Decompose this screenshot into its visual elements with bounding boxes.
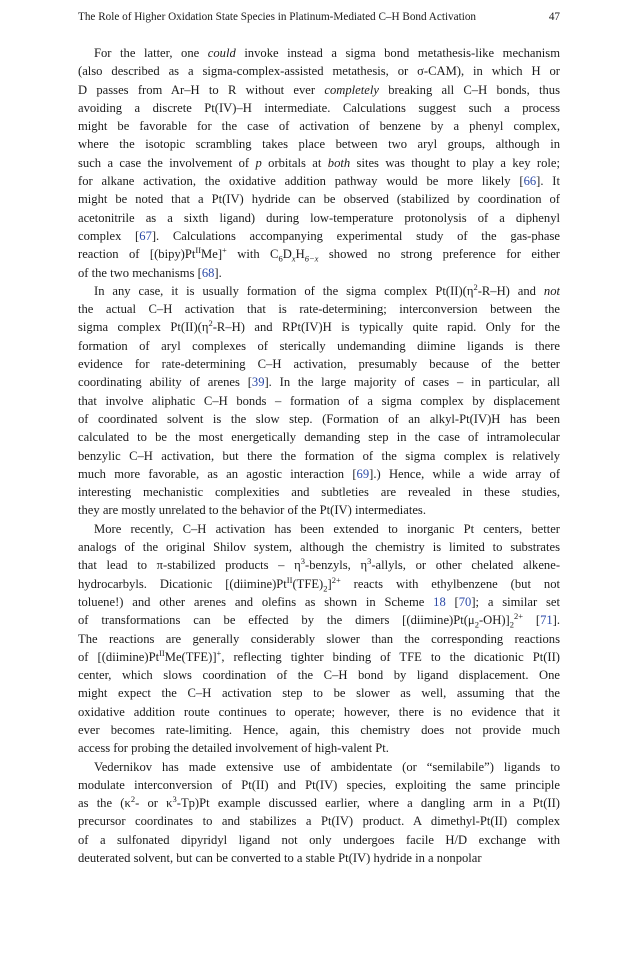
text-run: -Tp)Pt example discussed earlier, where a dangling arm in a Pt(II)	[176, 796, 560, 811]
text-line	[78, 556, 560, 574]
text-run: ]. In the large majority of cases – in particular, all	[264, 375, 560, 390]
superscript: 3	[367, 556, 372, 567]
text-line	[78, 190, 560, 208]
text-line	[78, 465, 560, 483]
text-run: might expect the C–H activation step to be slower as well, assuming that the	[78, 686, 560, 701]
page-number: 47	[548, 11, 560, 23]
text-line	[78, 373, 560, 391]
paragraph	[78, 282, 560, 520]
text-run: For the latter, one	[94, 46, 208, 60]
text-run: -allyls, or other chelated alkene-	[371, 558, 560, 573]
text-run: ].	[552, 613, 560, 628]
citation-link[interactable]: 67	[139, 228, 152, 243]
citation-link[interactable]: 18	[433, 594, 446, 609]
text-line	[78, 739, 560, 757]
text-run: precursor coordinates to and stabilizes a Pt(IV) product. A dimethyl-Pt(II) complex	[78, 814, 560, 829]
text-run: acetonitrile as a sixth ligand) during low-temperature protonolysis of a diphenyl	[78, 210, 560, 225]
text-run: showed no strong preference for either	[318, 247, 560, 262]
text-line	[78, 99, 560, 117]
text-run: -R–H) and RPt(IV)H is typically quite rapid. Only for the	[212, 320, 560, 335]
text-line	[78, 227, 560, 245]
text-run: not	[543, 283, 560, 298]
subscript: 6−x	[304, 253, 319, 264]
text-run: D passes from Ar–H to R without ever	[78, 82, 325, 97]
text-line	[78, 300, 560, 318]
text-line	[78, 831, 560, 849]
superscript: 2	[208, 318, 213, 329]
superscript: II	[159, 647, 165, 658]
text-run: could	[207, 46, 236, 60]
superscript: 3	[172, 794, 177, 804]
text-run: In any case, it is usually formation of the sigma complex Pt(II)(η	[94, 283, 474, 298]
text-run: Me(TFE)]	[164, 649, 217, 664]
superscript: II	[195, 245, 202, 256]
citation-link[interactable]: 71	[540, 613, 553, 628]
text-run: evidence for rate-determining C–H activation, presumably because of the better	[78, 357, 560, 372]
text-line	[78, 776, 560, 794]
superscript: 2+	[331, 574, 341, 585]
text-run: hydrocarbyls. Dicationic [(diimine)Pt	[78, 576, 287, 591]
text-line	[78, 154, 560, 172]
text-run: ]. Calculations accompanying experimental study of the gas-phase	[151, 228, 560, 243]
text-run: Me]	[201, 247, 223, 262]
text-line	[78, 428, 560, 446]
text-line	[78, 593, 560, 611]
text-run: , reflecting tighter binding of TFE to the dicationic Pt(II)	[221, 649, 560, 664]
running-header	[78, 8, 560, 26]
text-run: oxidative addition route continues to operate; however, there is no evidence that it	[78, 704, 560, 719]
text-run: such a case the involvement of	[78, 155, 256, 170]
text-run: for alkane activation, the oxidative addition pathway would be more likely [	[78, 174, 524, 189]
text-run: breaking all C–H bonds, thus	[378, 82, 560, 97]
text-line	[78, 812, 560, 830]
text-run: with C	[226, 247, 279, 262]
text-run: ever becomes rate-limiting. Hence, again, this chemistry does not provide much	[78, 722, 560, 737]
paragraph	[78, 520, 560, 758]
text-run: toluene!) and other arenes and olefins as shown in Scheme	[78, 594, 434, 609]
text-run: - or κ	[135, 796, 173, 811]
text-run: -OH)]	[478, 613, 510, 628]
text-run: much more favorable, as an agostic interaction [	[78, 466, 357, 481]
text-line	[78, 62, 560, 80]
text-run: reacts with ethylbenzene (but not	[340, 576, 560, 591]
text-line	[78, 245, 560, 263]
text-run: might be favorable for the case of activation of benzene by a phenyl complex,	[78, 119, 560, 134]
text-run: center, which slows coordination of the C–H bond by ligand displacement. One	[78, 668, 560, 683]
text-run: analogs of the original Shilov system, although the chemistry is limited to substrates	[78, 540, 560, 555]
text-run: ]. It	[536, 174, 560, 189]
text-line	[78, 392, 560, 410]
text-run: of transformations can be effected by the dimers [(diimine)Pt(μ	[78, 613, 475, 628]
text-run: completely	[324, 82, 379, 97]
text-run: where the isotopic scrambling takes place between two aryl groups, although in	[78, 137, 560, 152]
text-run: [	[523, 613, 541, 628]
subscript: 2	[323, 583, 328, 593]
text-run: sites was thought to play a key role;	[350, 155, 560, 170]
text-run: The reactions are generally considerably slower than the corresponding reactions	[78, 631, 560, 646]
text-line	[78, 575, 560, 593]
text-run: of [(diimine)Pt	[78, 649, 160, 664]
text-run: Vedernikov has made extensive use of ambidentate (or “semilabile”) ligands to	[94, 759, 560, 774]
text-line	[78, 520, 560, 538]
citation-link[interactable]: 68	[201, 265, 215, 280]
text-line	[78, 758, 560, 776]
text-run: -R–H) and	[477, 283, 544, 298]
citation-link[interactable]: 70	[458, 594, 472, 609]
text-run: D	[282, 247, 292, 262]
subscript: 2	[509, 619, 514, 630]
subscript: x	[291, 253, 296, 264]
text-run: of coordinated solvent is the slow step. (Formation of an alkyl-Pt(IV)H has been	[78, 411, 560, 426]
text-line	[78, 337, 560, 355]
text-line	[78, 501, 560, 519]
text-run: modulate interconversion of Pt(II) and Pt(IV) species, exploiting the same principle	[78, 777, 560, 792]
text-line	[78, 172, 560, 190]
text-run: they are mostly unrelated to the behavior of the Pt(IV) intermediates.	[78, 503, 426, 518]
paragraph	[78, 44, 560, 282]
text-run: reaction of [(bipy)Pt	[78, 247, 196, 262]
text-line	[78, 282, 560, 300]
text-line	[78, 44, 560, 62]
body-text	[78, 44, 560, 867]
superscript: 2+	[513, 611, 524, 622]
text-line	[78, 849, 560, 867]
text-run: More recently, C–H activation has been extended to inorganic Pt centers, better	[94, 521, 560, 536]
text-run: ].	[214, 265, 222, 280]
text-run: coordinating ability of arenes [	[78, 375, 252, 390]
superscript: 3	[300, 556, 305, 567]
text-run: H	[295, 247, 305, 262]
text-run: access for probing the detailed involvement of high-valent Pt.	[78, 741, 389, 756]
text-run: deuterated solvent, but can be converted to a stable Pt(IV) hydride in a nonpolar	[78, 851, 482, 866]
text-line	[78, 447, 560, 465]
text-run: both	[327, 155, 351, 170]
text-run: (TFE)	[292, 576, 324, 591]
citation-link[interactable]: 39	[251, 375, 265, 390]
text-run: avoiding a discrete Pt(IV)–H intermediate. Calculations suggest such a process	[78, 100, 560, 115]
text-line	[78, 721, 560, 739]
text-line	[78, 630, 560, 648]
text-line	[78, 264, 560, 282]
text-line	[78, 135, 560, 153]
text-run: benzylic C–H activation, but there the formation of the sigma complex is relatively	[78, 448, 560, 463]
text-run: [	[445, 594, 459, 609]
superscript: +	[216, 647, 222, 658]
superscript: +	[222, 245, 227, 256]
text-run: (also described as a sigma-complex-assisted metathesis, or σ-CAM), in which H or	[78, 64, 560, 79]
subscript: 6	[278, 253, 283, 264]
text-run: that involve aliphatic C–H bonds – formation of a sigma complex by displacement	[78, 393, 560, 408]
text-line	[78, 318, 560, 336]
text-line	[78, 611, 560, 629]
text-line	[78, 684, 560, 702]
text-run: orbitals at	[261, 155, 328, 170]
text-run: ].) Hence, while a wide array of	[369, 466, 560, 481]
running-title: The Role of Higher Oxidation State Species in Platinum-Mediated C–H Bond Activation	[78, 11, 477, 23]
text-run: might be noted that a Pt(IV) hydride can be observed (stabilized by coordination of	[78, 192, 560, 207]
text-line	[78, 666, 560, 684]
text-run: ]; a similar set	[471, 594, 560, 609]
text-run: formation of aryl complexes of sterically undemanding diimine ligands is there	[78, 338, 560, 353]
text-run: ]	[327, 576, 332, 591]
text-line	[78, 703, 560, 721]
text-run: sigma complex Pt(II)(η	[78, 320, 209, 335]
text-run: invoke instead a sigma bond metathesis-like mechanism	[235, 46, 560, 60]
text-run: -benzyls, η	[305, 558, 368, 573]
text-line	[78, 81, 560, 99]
text-line	[78, 538, 560, 556]
text-run: as the (κ	[78, 796, 131, 811]
text-run: of the two mechanisms [	[78, 265, 202, 280]
citation-link[interactable]: 69	[356, 466, 370, 481]
text-line	[78, 355, 560, 373]
superscript: 2	[473, 281, 478, 292]
text-run: that lead to π-stabilized products – η	[78, 558, 301, 573]
text-line	[78, 410, 560, 428]
text-line	[78, 117, 560, 135]
paragraph	[78, 758, 560, 868]
text-line	[78, 794, 560, 812]
superscript: 2	[130, 794, 136, 804]
text-run: p	[255, 155, 262, 170]
text-line	[78, 648, 560, 666]
superscript: II	[286, 574, 293, 585]
subscript: 2	[474, 619, 479, 630]
text-run: complex [	[78, 228, 140, 243]
text-run: the actual C–H activation that is rate-determining; interconversion between the	[78, 302, 560, 317]
text-line	[78, 483, 560, 501]
text-run: of a sulfonated dipyridyl ligand not only undergoes facile H/D exchange with	[78, 832, 560, 847]
text-run: calculated to be the most energetically demanding step in the case of intramolecular	[78, 430, 560, 445]
citation-link[interactable]: 66	[523, 174, 537, 189]
text-run: interesting mechanistic complexities and subtleties are revealed in these studies,	[78, 485, 560, 500]
text-line	[78, 209, 560, 227]
